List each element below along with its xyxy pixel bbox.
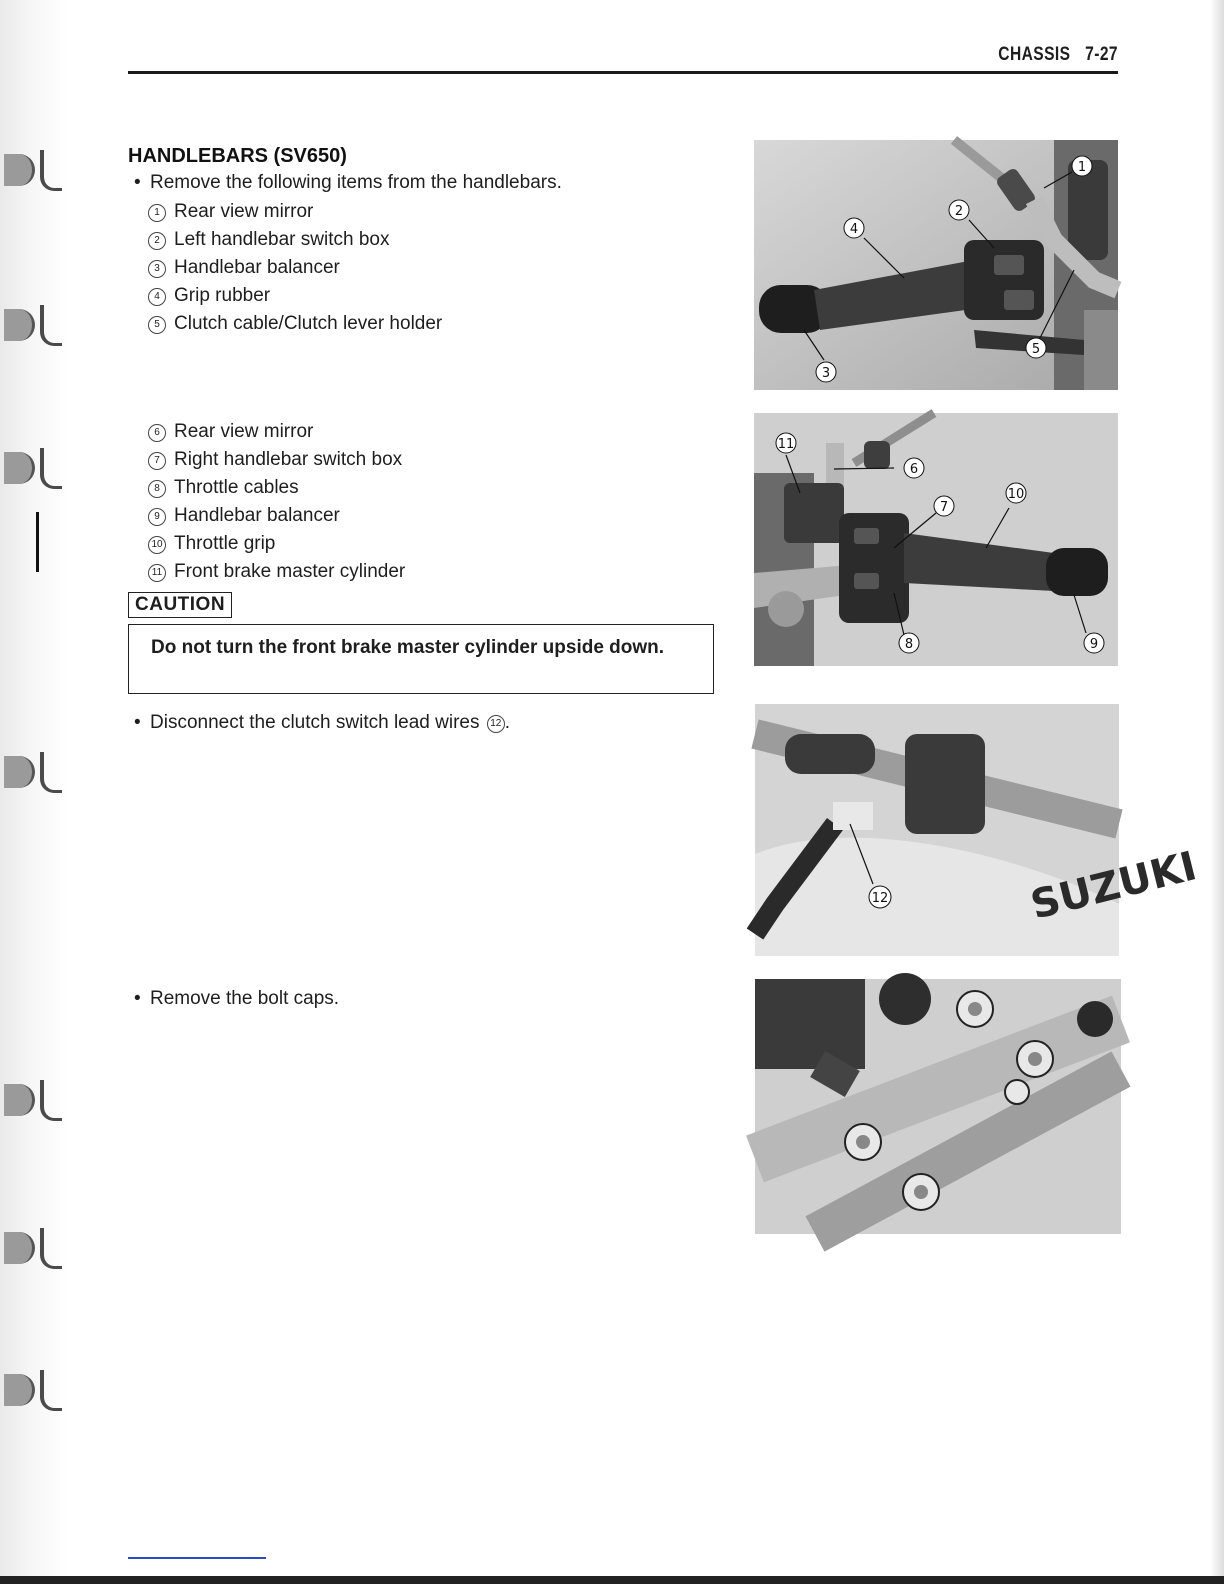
- item-label: Throttle cables: [174, 477, 299, 498]
- step-text: Remove the following items from the handlebars.: [150, 172, 562, 193]
- step-text: Remove the bolt caps.: [150, 988, 340, 1009]
- callout-number: 5: [1031, 342, 1041, 357]
- tank-logo: SUZUKI: [1026, 843, 1202, 929]
- photo-left-handlebar: [754, 140, 1118, 390]
- caution-text: Do not turn the front brake master cylinder upside down.: [151, 637, 665, 658]
- step-bolt-caps: [134, 988, 339, 1010]
- circled-number-icon: 1: [148, 204, 166, 222]
- item-label: Right handlebar switch box: [174, 449, 403, 470]
- binder-ring: [4, 448, 62, 488]
- list-item: [148, 502, 405, 530]
- step-text: Disconnect the clutch switch lead wires: [150, 712, 480, 733]
- photo-bolt-caps: [755, 979, 1121, 1234]
- caution-label: CAUTION: [128, 592, 232, 618]
- section-name: CHASSIS: [998, 44, 1071, 65]
- callout-number: 1: [1077, 160, 1087, 175]
- page-edge: [1210, 0, 1224, 1584]
- list-item: [148, 254, 442, 282]
- callout-number: 8: [904, 637, 914, 652]
- step-disconnect: [134, 712, 510, 734]
- list-item: [148, 530, 405, 558]
- item-label: Throttle grip: [174, 533, 276, 554]
- bullet-dot-icon: •: [134, 988, 141, 1009]
- item-label: Handlebar balancer: [174, 505, 340, 526]
- bullet-dot-icon: •: [134, 712, 141, 733]
- list-item: [148, 418, 405, 446]
- item-label: Handlebar balancer: [174, 257, 340, 278]
- item-label: Rear view mirror: [174, 421, 314, 442]
- caution-box: [128, 624, 714, 694]
- page-number: 7-27: [1085, 44, 1118, 65]
- header-right: [998, 44, 1118, 66]
- binder-ring: [4, 1080, 62, 1120]
- item-label: Grip rubber: [174, 285, 271, 306]
- binder-ring: [4, 1228, 62, 1268]
- step-text-end: .: [504, 712, 511, 733]
- footer-rule: [128, 1557, 266, 1559]
- circled-number-icon: 10: [148, 536, 166, 554]
- binder-ring: [4, 305, 62, 345]
- callout-number: 10: [1007, 487, 1025, 502]
- callout-number: 2: [954, 204, 964, 219]
- page-header: [128, 40, 1118, 74]
- circled-number-icon: 5: [148, 316, 166, 334]
- item-label: Front brake master cylinder: [174, 561, 406, 582]
- circled-number-icon: 2: [148, 232, 166, 250]
- circled-number-icon: 8: [148, 480, 166, 498]
- callout-number: 4: [849, 222, 859, 237]
- item-label: Rear view mirror: [174, 201, 314, 222]
- circled-number-icon: 9: [148, 508, 166, 526]
- circled-number-icon: 3: [148, 260, 166, 278]
- binder-mark: [36, 512, 39, 572]
- list-item: [148, 558, 405, 586]
- item-label: Clutch cable/Clutch lever holder: [174, 313, 443, 334]
- list-item: [148, 198, 442, 226]
- bottom-edge: [0, 1576, 1224, 1584]
- photo-right-handlebar: [754, 413, 1118, 666]
- bullet-dot-icon: •: [134, 172, 141, 193]
- list-item: [148, 226, 442, 254]
- callout-number: 7: [939, 500, 949, 515]
- list-item: [148, 474, 405, 502]
- circled-number-icon: 11: [148, 564, 166, 582]
- circled-number-icon: 6: [148, 424, 166, 442]
- list-item: [148, 282, 442, 310]
- callout-number: 11: [777, 437, 795, 452]
- list-item: [148, 446, 405, 474]
- circled-number-icon: 12: [487, 715, 505, 733]
- parts-list-left: [148, 198, 442, 338]
- callout-number: 3: [821, 366, 831, 381]
- item-label: Left handlebar switch box: [174, 229, 390, 250]
- circled-number-icon: 4: [148, 288, 166, 306]
- step-remove-items: [134, 172, 562, 194]
- section-title: HANDLEBARS (SV650): [128, 145, 347, 167]
- photo-clutch-switch: [755, 704, 1202, 956]
- binder-ring: [4, 1370, 62, 1410]
- callout-number: 6: [909, 462, 919, 477]
- binder-edge: [0, 0, 70, 1584]
- parts-list-right: [148, 418, 405, 586]
- list-item: [148, 310, 442, 338]
- circled-number-icon: 7: [148, 452, 166, 470]
- binder-ring: [4, 752, 62, 792]
- callout-number: 9: [1089, 637, 1099, 652]
- header-rule: [128, 71, 1118, 74]
- callout-number: 12: [871, 891, 889, 906]
- binder-ring: [4, 150, 62, 190]
